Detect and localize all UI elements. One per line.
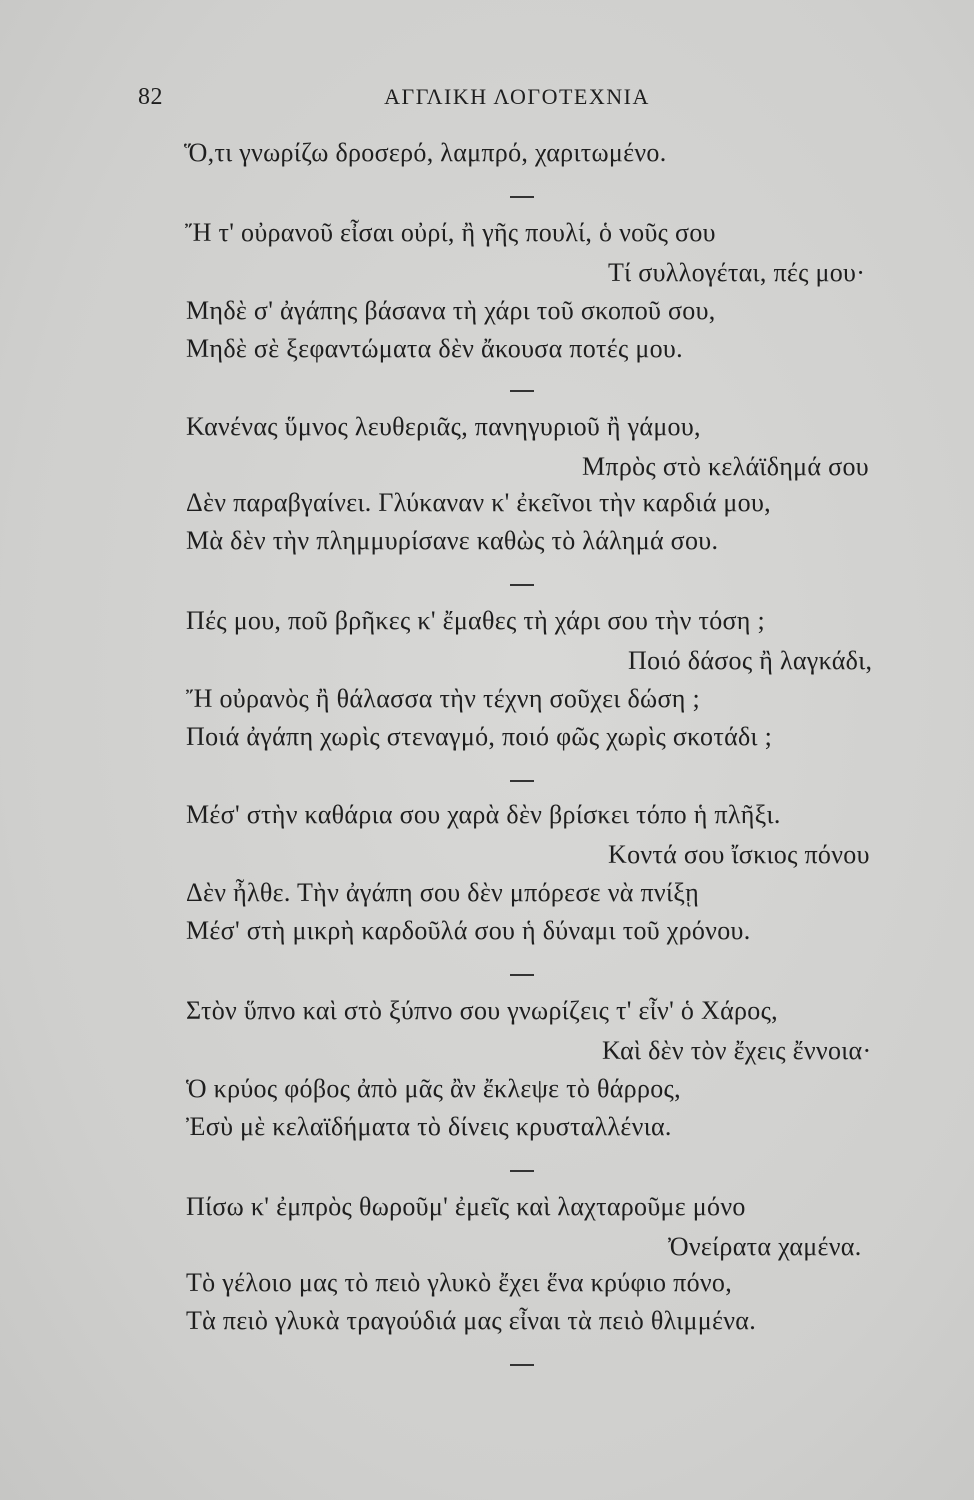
stanza-divider [510, 974, 534, 976]
poem-line: Μὰ δὲν τὴν πλημμυρίσανε καθὼς τὸ λάλημά σου. [186, 526, 719, 555]
poem-line: Μπρὸς στὸ κελάϊδημά σου [582, 452, 869, 481]
poem-line: Ποιό δάσος ἢ λαγκάδι, [628, 646, 873, 675]
poem-line: Δὲν ἦλθε. Τὴν ἀγάπη σου δὲν μπόρεσε νὰ πνίξῃ [186, 878, 700, 907]
stanza-divider [510, 584, 534, 586]
poem-line: Ποιά ἀγάπη χωρὶς στεναγμό, ποιό φῶς χωρὶς σκοτάδι ; [186, 722, 773, 751]
poem-line: Ὀνείρατα χαμένα. [668, 1232, 862, 1261]
poem-line: Κοντά σου ἴσκιος πόνου [608, 840, 870, 869]
page-header [0, 84, 974, 116]
stanza-divider [510, 780, 534, 782]
poem-line: Τί συλλογέται, πές μου· [608, 258, 866, 287]
poem-line: Ὁ κρύος φόβος ἀπὸ μᾶς ἂν ἔκλεψε τὸ θάρρος, [186, 1074, 681, 1103]
poem-line: Στὸν ὕπνο καὶ στὸ ξύπνο σου γνωρίζεις τ' εἶν' ὁ Χάρος, [186, 996, 778, 1025]
stanza-divider [510, 1170, 534, 1172]
poem-line: Καὶ δὲν τὸν ἔχεις ἔννοια· [602, 1036, 872, 1065]
poem-line: Τὰ πειὸ γλυκὰ τραγούδιά μας εἶναι τὰ πειὸ θλιμμένα. [186, 1306, 757, 1335]
page-number: 82 [138, 84, 163, 110]
stanza-divider [510, 1364, 534, 1366]
poem-line: Ἐσὺ μὲ κελαϊδήματα τὸ δίνεις κρυσταλλένια. [186, 1112, 672, 1141]
stanza-divider [510, 390, 534, 392]
stanza-divider [510, 196, 534, 198]
poem-line: Δὲν παραβγαίνει. Γλύκαναν κ' ἐκεῖνοι τὴν καρδιά μου, [186, 488, 771, 517]
poem-line: Μέσ' στὴ μικρὴ καρδοῦλά σου ἡ δύναμι τοῦ χρόνου. [186, 916, 751, 945]
poem-line: Ὅ,τι γνωρίζω δροσερό, λαμπρό, χαριτωμένο. [184, 138, 667, 167]
running-title: ΑΓΓΛΙΚΗ ΛΟΓΟΤΕΧΝΙΑ [384, 84, 650, 109]
poem-line: Πές μου, ποῦ βρῆκες κ' ἔμαθες τὴ χάρι σου τὴν τόση ; [186, 606, 766, 635]
poem-line: Μέσ' στὴν καθάρια σου χαρὰ δὲν βρίσκει τόπο ἡ πλῆξι. [186, 800, 781, 829]
poem-line: Ἤ οὐρανὸς ἢ θάλασσα τὴν τέχνη σοῦχει δώση ; [186, 684, 700, 713]
poem-line: Ἤ τ' οὐρανοῦ εἶσαι οὐρί, ἢ γῆς πουλί, ὁ νοῦς σου [185, 218, 716, 247]
poem-line: Τὸ γέλοιο μας τὸ πειὸ γλυκὸ ἔχει ἕνα κρύφιο πόνο, [186, 1268, 733, 1297]
poem-line: Κανένας ὕμνος λευθεριᾶς, πανηγυριοῦ ἢ γάμου, [186, 412, 701, 441]
poem-line: Πίσω κ' ἐμπρὸς θωροῦμ' ἐμεῖς καὶ λαχταροῦμε μόνο [186, 1192, 746, 1221]
poem-line: Μηδὲ σὲ ξεφαντώματα δὲν ἄκουσα ποτές μου. [186, 334, 683, 363]
poem-line: Μηδὲ σ' ἀγάπης βάσανα τὴ χάρι τοῦ σκοποῦ σου, [186, 296, 716, 325]
